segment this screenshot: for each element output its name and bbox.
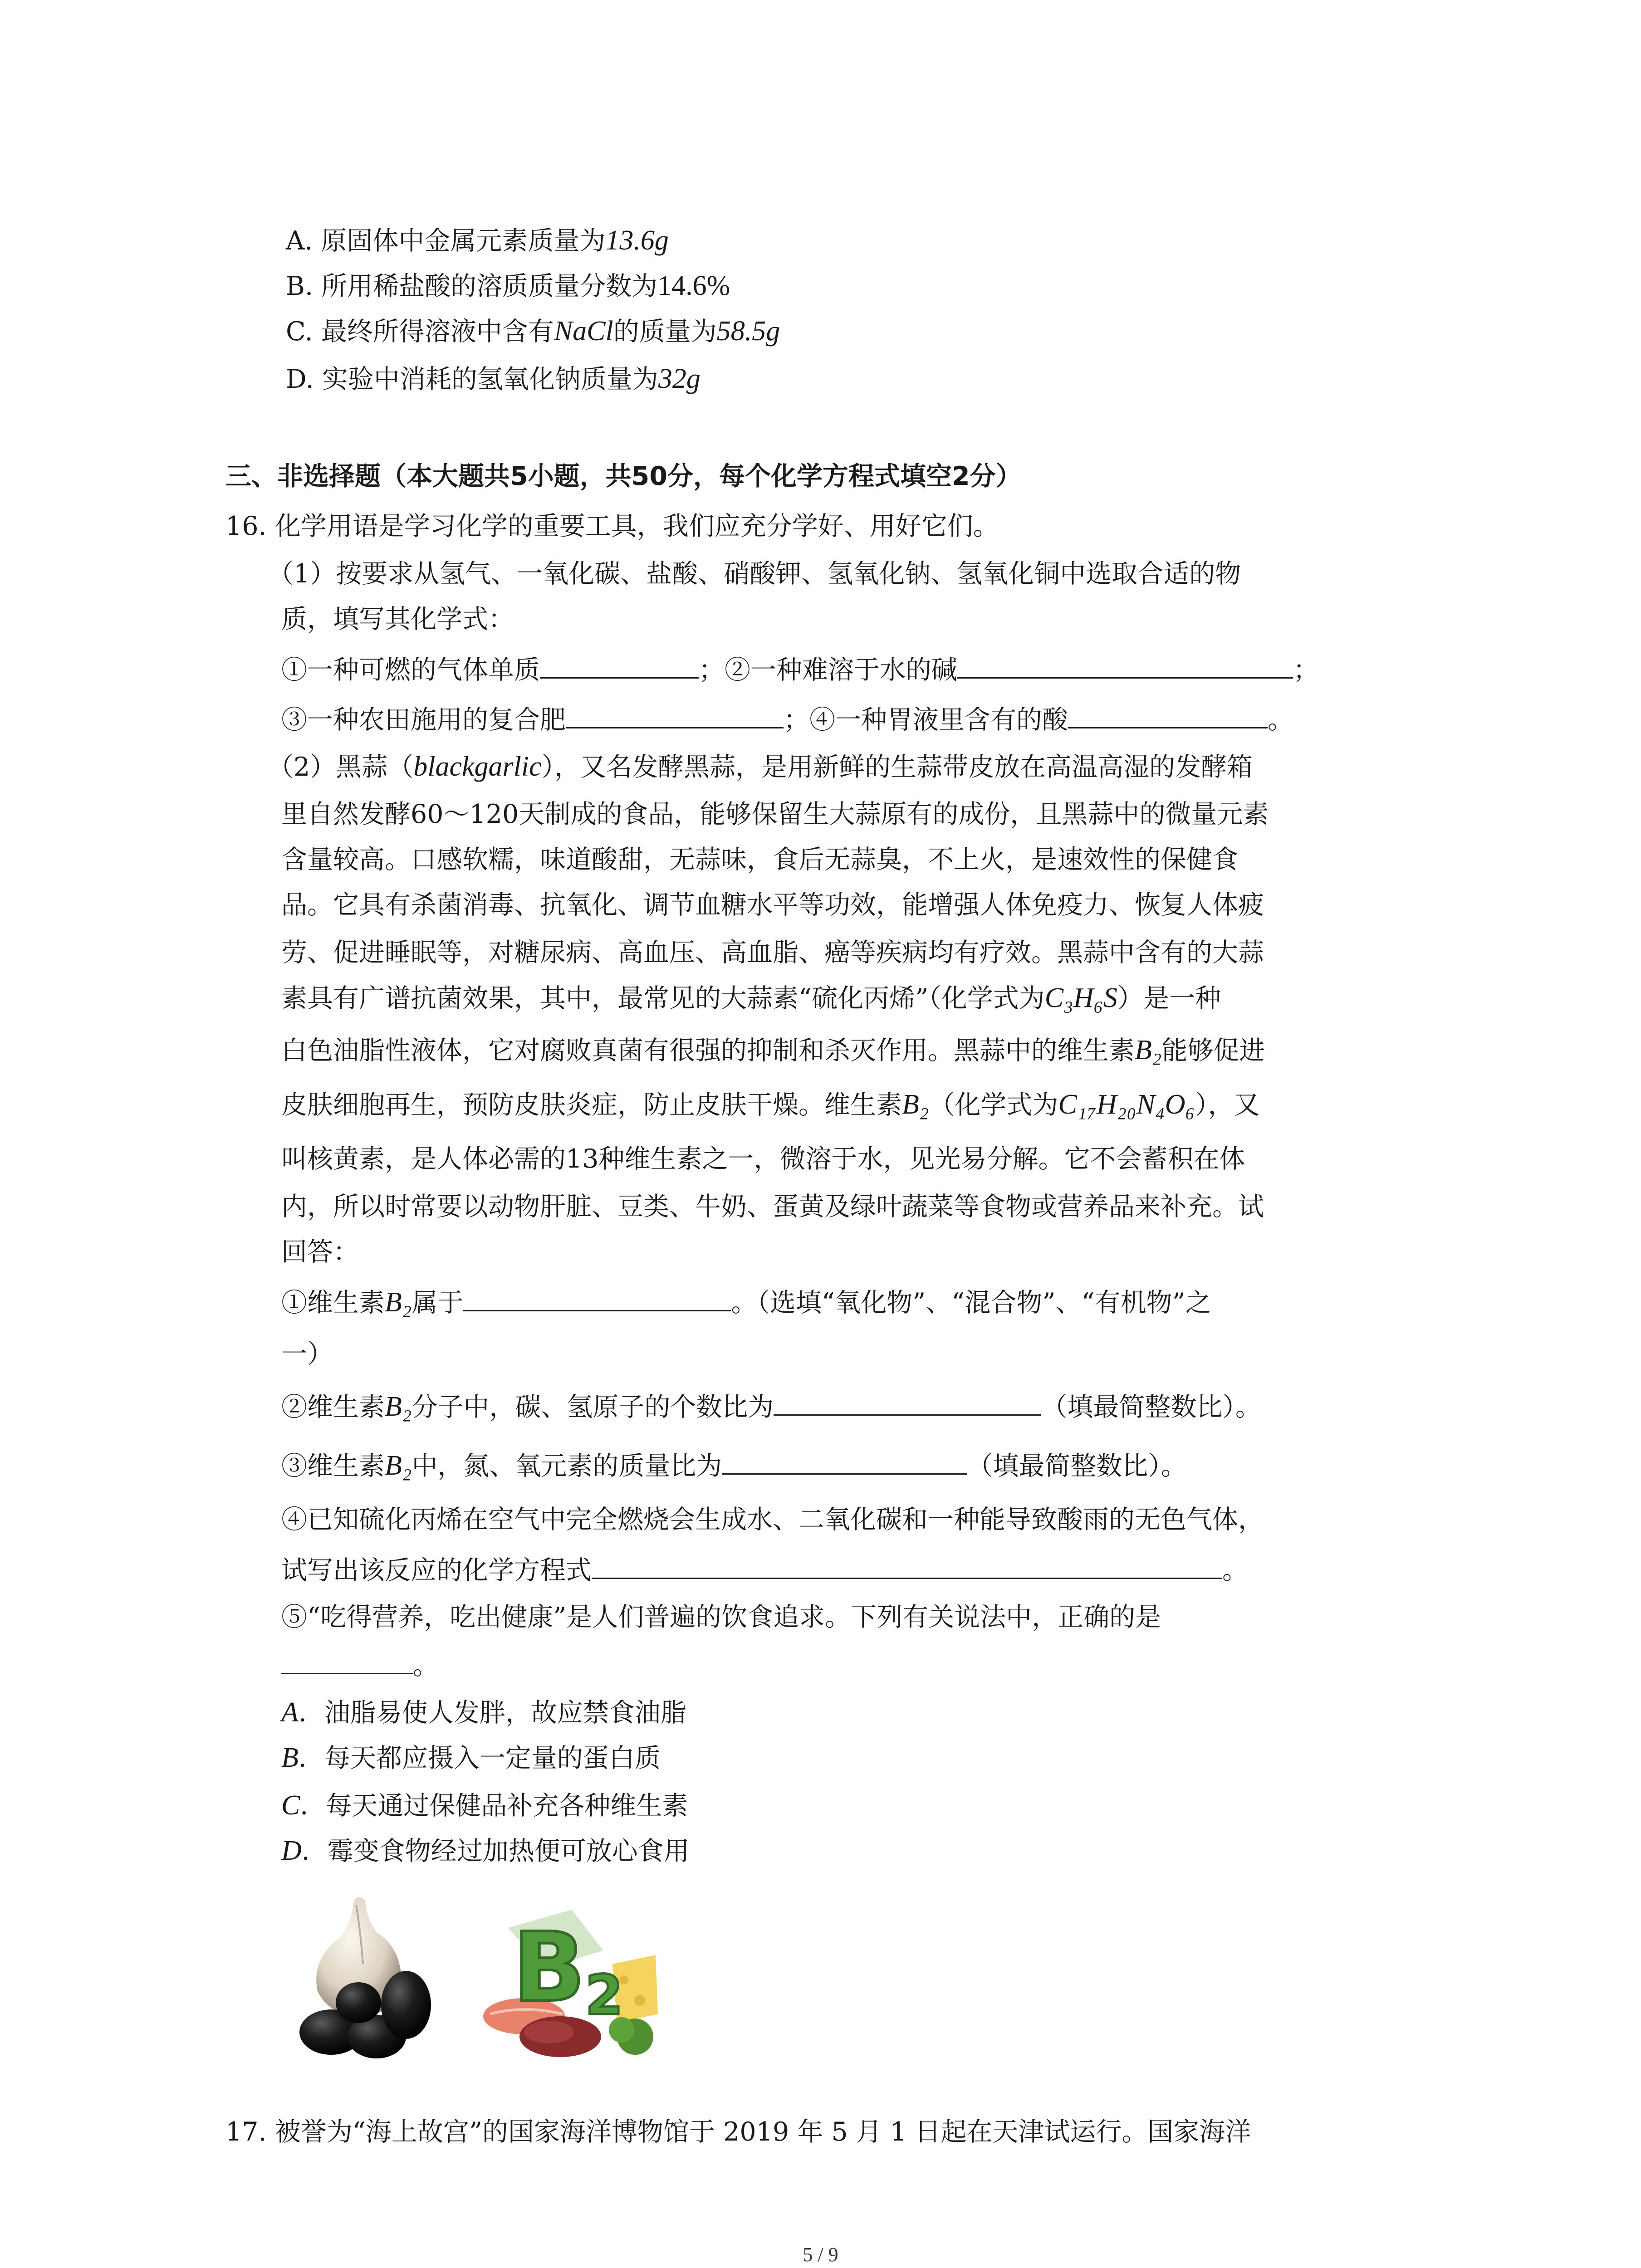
q16-opt-b: B．每天都应摄入一定量的蛋白质 xyxy=(281,1742,661,1773)
q16-items-row1: ①一种可燃的气体单质 ；②一种难溶于水的碱 ； xyxy=(281,651,1319,688)
q16-p2-line2: 里自然发酵60～120天制成的食品，能够保留生大蒜原有的成份，且黑蒜中的微量元素 xyxy=(281,799,1269,829)
black-garlic-image xyxy=(286,1892,449,2064)
black-clove-icon xyxy=(336,1982,381,2023)
q16-intro: 16. 化学用语是学习化学的重要工具，我们应充分学好、用好它们。 xyxy=(225,511,999,541)
q16-items-row2: ③一种农田施用的复合肥 ；④一种胃液里含有的酸 。 xyxy=(281,701,1293,738)
blank-8[interactable] xyxy=(592,1551,1222,1579)
q16-sub5-line2: 。 xyxy=(281,1647,439,1684)
q16-p2-line4: 品。它具有杀菌消毒、抗氧化、调节血糖水平等功效，能增强人体免疫力、恢复人体疲 xyxy=(281,890,1264,920)
q16-p2-line3: 含量较高。口感软糯，味道酸甜，无蒜味，食后无蒜臭，不上火，是速效性的保健食 xyxy=(281,845,1238,875)
q16-opt-d: D．霉变食物经过加热便可放心食用 xyxy=(281,1835,690,1866)
option-d: D. 实验中消耗的氢氧化钠质量为32g xyxy=(286,363,700,394)
blank-5[interactable] xyxy=(463,1284,731,1311)
black-clove-icon xyxy=(381,1971,431,2039)
b2-letter: B xyxy=(513,1912,586,2023)
q16-p2-line11: 回答： xyxy=(281,1237,359,1267)
q16-opt-a: A．油脂易使人发胖，故应禁食油脂 xyxy=(281,1697,686,1728)
q16-p2-line9: 叫核黄素，是人体必需的13种维生素之一，微溶于水，见光易分解。它不会蓄积在体 xyxy=(281,1144,1245,1174)
blank-1[interactable] xyxy=(540,651,699,679)
q16-sub4-line1: ④已知硫化丙烯在空气中完全燃烧会生成水、二氧化碳和一种能导致酸雨的无色气体， xyxy=(281,1505,1264,1535)
q16-sub1-cont: 一） xyxy=(281,1339,333,1369)
q16-sub5-line1: ⑤“吃得营养，吃出健康”是人们普遍的饮食追求。下列有关说法中，正确的是 xyxy=(281,1602,1161,1632)
vitamin-b2-image xyxy=(481,1901,662,2064)
page-number: 5 / 9 xyxy=(803,2244,838,2266)
q16-p1-line1: （1）按要求从氢气、一氧化碳、盐酸、硝酸钾、氢氧化钠、氢氧化铜中选取合适的物 xyxy=(268,559,1241,589)
option-b: B. 所用稀盐酸的溶质质量分数为14.6% xyxy=(286,270,730,301)
option-c: C. 最终所得溶液中含有NaCl的质量为58.5g xyxy=(286,316,780,347)
section-heading: 三、非选择题（本大题共5小题，共50分，每个化学方程式填空2分） xyxy=(225,461,1022,491)
q16-sub1: ①维生素B₂属于 。（选填“氧化物”、“混合物”、“有机物”之 xyxy=(281,1284,1211,1321)
blank-6[interactable] xyxy=(774,1388,1041,1416)
blank-2[interactable] xyxy=(957,651,1293,679)
option-a: A. 原固体中金属元素质量为13.6g xyxy=(286,225,669,256)
q16-p2-line7: 白色油脂性液体，它对腐败真菌有很强的抑制和杀灭作用。黑蒜中的维生素B₂能够促进 xyxy=(281,1035,1265,1066)
q17-line1: 17. 被誉为“海上故宫”的国家海洋博物馆于 2019 年 5 月 1 日起在天津试运行。国家海洋 xyxy=(225,2117,1251,2147)
q16-p2-line1: （2）黑蒜（blackgarlic），又名发酵黑蒜，是用新鲜的生蒜带皮放在高温高湿的发酵箱 xyxy=(268,751,1253,782)
q16-sub4-line2: 试写出该反应的化学方程式 。 xyxy=(281,1551,1248,1589)
blank-7[interactable] xyxy=(722,1447,967,1475)
q16-opt-c: C．每天通过保健品补充各种维生素 xyxy=(281,1790,688,1821)
blank-3[interactable] xyxy=(566,701,784,728)
q16-p1-line2: 质，填写其化学式： xyxy=(281,604,514,634)
q16-sub2: ②维生素B₂分子中，碳、氢原子的个数比为 （填最简整数比）。 xyxy=(281,1388,1261,1425)
blank-4[interactable] xyxy=(1068,701,1268,728)
q16-p2-line6: 素具有广谱抗菌效果，其中，最常见的大蒜素“硫化丙烯”（化学式为C₃H₆S）是一种 xyxy=(281,982,1221,1013)
blank-9[interactable] xyxy=(281,1647,413,1674)
q16-p2-line5: 劳、促进睡眠等，对糖尿病、高血压、高血脂、癌等疾病均有疗效。黑蒜中含有的大蒜 xyxy=(281,938,1264,968)
q16-p2-line8: 皮肤细胞再生，预防皮肤炎症，防止皮肤干燥。维生素B₂（化学式为C₁₇H₂₀N₄O₆），又 xyxy=(281,1089,1260,1120)
q16-sub3: ③维生素B₂中，氮、氧元素的质量比为 （填最简整数比）。 xyxy=(281,1447,1187,1484)
q16-p2-line10: 内，所以时常要以动物肝脏、豆类、牛奶、蛋黄及绿叶蔬菜等食物或营养品来补充。试 xyxy=(281,1192,1264,1222)
b2-subscript: 2 xyxy=(585,1964,623,2027)
